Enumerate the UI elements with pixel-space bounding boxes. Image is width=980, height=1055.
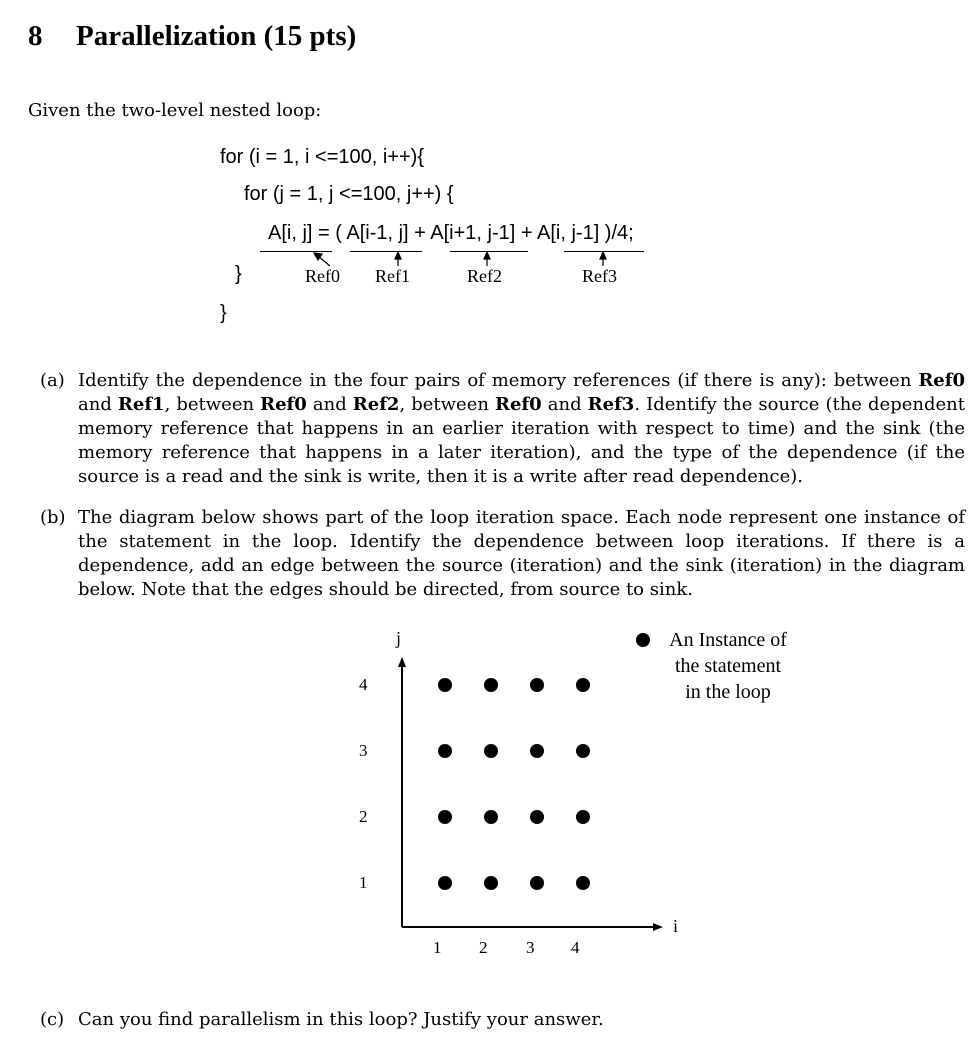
question-b-text: The diagram below shows part of the loop iteration space. Each node represent one instance of the statement in the loop. Identify the dependence between loop iterations. If there is a dependence, add an edge between the source (iteration) and the sink (iteration) in the diagram below. Note that the edges should be directed, from source to sink.	[78, 507, 965, 600]
code-outer-loop: for (i = 1, i <=100, i++){	[220, 146, 425, 168]
legend-line: the statement	[674, 655, 782, 677]
code-outer-close: }	[220, 302, 227, 324]
i-tick-label: 4	[571, 938, 580, 957]
j-tick-label: 1	[359, 873, 368, 892]
j-tick-label: 3	[359, 741, 368, 760]
code-statement: A[i, j] = ( A[i-1, j] + A[i+1, j-1] + A[i, j-1] )/4;	[268, 222, 634, 244]
i-tick-label: 1	[433, 938, 442, 957]
section-title: Parallelization (15 pts)	[76, 20, 357, 52]
legend-dot-icon	[636, 633, 650, 647]
i-axis-label: i	[673, 916, 679, 936]
ref0-label: Ref0	[305, 266, 340, 286]
legend-line: in the loop	[685, 681, 771, 703]
question-c	[40, 1008, 965, 1032]
question-a-label: (a)	[40, 370, 65, 391]
section-number: 8	[28, 20, 43, 52]
ref2-label: Ref2	[467, 266, 502, 286]
ref1-label: Ref1	[375, 266, 410, 286]
question-a-text: Identify the dependence in the four pairs of memory references (if there is any): between Ref0 and Ref1, between Ref0 and Ref2, between Ref0 and Ref3. Identify the source (the dependent memory reference that happens in an earlier iteration with respect to time) and the sink (the memory reference that happens in a later iteration), and the type of the dependence (if the source is a read and the sink is write, then it is a write after read dependence).	[78, 370, 965, 487]
ref3-label: Ref3	[582, 266, 617, 286]
legend-line: An Instance of	[669, 629, 787, 651]
code-inner-loop: for (j = 1, j <=100, j++) {	[244, 183, 454, 205]
j-axis-label: j	[396, 628, 402, 648]
j-tick-label: 2	[359, 807, 368, 826]
question-b-label: (b)	[40, 507, 66, 528]
i-tick-label: 2	[479, 938, 488, 957]
intro-text: Given the two-level nested loop:	[28, 100, 322, 121]
i-tick-label: 3	[526, 938, 535, 957]
legend-text	[658, 627, 798, 705]
code-inner-close: }	[235, 263, 242, 285]
question-c-text: Can you find parallelism in this loop? Justify your answer.	[78, 1009, 604, 1030]
j-tick-label: 4	[359, 675, 368, 694]
question-c-label: (c)	[40, 1009, 65, 1030]
